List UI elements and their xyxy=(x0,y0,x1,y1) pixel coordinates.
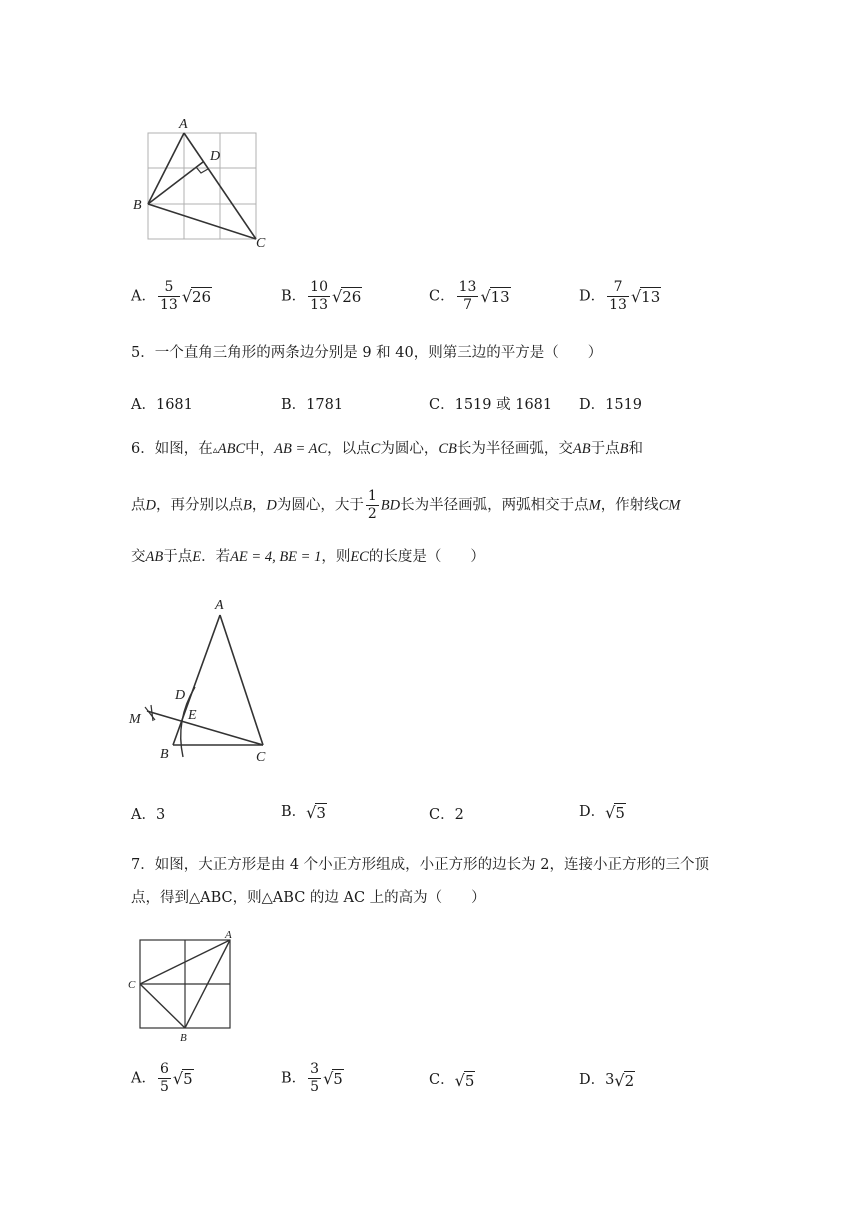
q6-figure xyxy=(125,595,275,770)
q5-option-c[interactable]: C．1519 或 1681 xyxy=(429,397,553,413)
q6-option-d[interactable]: D．√5 xyxy=(579,802,625,822)
q4-option-b[interactable]: B． $\frac{10}{13}$ √26 xyxy=(281,279,362,313)
q7-label-c: C xyxy=(128,979,136,991)
q4-option-a[interactable]: A． $\frac{5}{13}$ √26 xyxy=(131,279,212,313)
q6-label-e: E xyxy=(188,708,197,723)
q6-option-a[interactable]: A．3 xyxy=(131,807,166,823)
q5-option-a[interactable]: A．1681 xyxy=(131,397,193,413)
q6-label-b: B xyxy=(160,747,169,762)
q6-triangle xyxy=(145,615,263,757)
q7-grid xyxy=(140,940,230,1028)
q6-option-c[interactable]: C．2 xyxy=(429,807,464,823)
q7-option-a[interactable]: A． $\frac{6}{5}$ √5 xyxy=(131,1061,193,1095)
q4-option-c[interactable]: C． $\frac{13}{7}$ √13 xyxy=(429,279,510,313)
q5-option-d[interactable]: D．1519 xyxy=(579,397,643,413)
q6-label-a: A xyxy=(215,598,224,613)
q6-label-c: C xyxy=(256,750,266,765)
q4-label-c: C xyxy=(256,236,266,250)
q7-option-c[interactable]: C．√5 xyxy=(429,1070,475,1090)
q5-option-b[interactable]: B．1781 xyxy=(281,397,344,413)
q4-label-b: B xyxy=(133,198,142,213)
q6-line-2: 点D，再分别以点B，D为圆心，大于 $\frac{1}{2}$ BD长为半径画弧，两弧相交于点M，作射线CM xyxy=(131,488,681,522)
q7-line-2: 点，得到△ABC，则△ABC 的边 AC 上的高为（ ） xyxy=(131,890,486,906)
q4-option-d[interactable]: D． $\frac{7}{13}$ √13 xyxy=(579,279,661,313)
q7-option-b[interactable]: B． $\frac{3}{5}$ √5 xyxy=(281,1061,343,1095)
q6-option-b[interactable]: B．√3 xyxy=(281,802,326,822)
q4-label-a: A xyxy=(179,117,188,132)
q5-text: 5．一个直角三角形的两条边分别是 9 和 40，则第三边的平方是（ ） xyxy=(131,345,603,361)
q7-option-d[interactable]: D．3√2 xyxy=(579,1070,635,1090)
q4-grid xyxy=(148,133,256,239)
q7-label-b: B xyxy=(180,1032,187,1044)
q7-line-1: 7．如图，大正方形是由 4 个小正方形组成，小正方形的边长为 2，连接小正方形的三个顶 xyxy=(131,857,709,873)
q7-label-a: A xyxy=(225,929,232,941)
q4-triangle xyxy=(148,133,256,239)
q6-label-d: D xyxy=(175,688,186,703)
q4-figure xyxy=(128,115,278,250)
q7-figure xyxy=(125,928,245,1046)
q6-line-1: 6．如图，在▵ABC中，AB = AC，以点C为圆心，CB长为半径画弧，交AB于点B和 xyxy=(131,441,643,457)
q4-label-d: D xyxy=(210,149,221,164)
q6-line-3: 交AB于点E．若AE = 4, BE = 1，则EC的长度是（ ） xyxy=(131,549,485,565)
q6-label-m: M xyxy=(129,712,141,727)
